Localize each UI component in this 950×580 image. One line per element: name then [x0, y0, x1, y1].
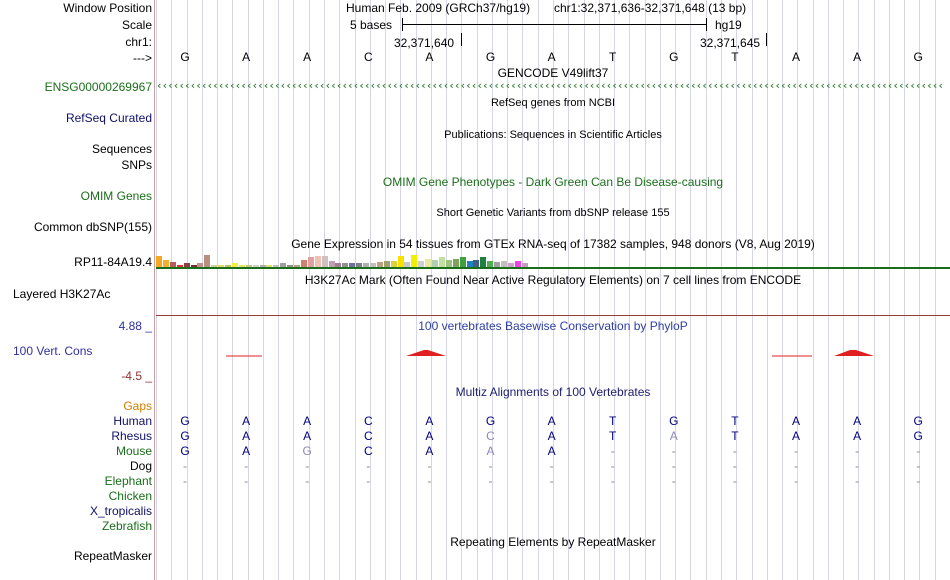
alignment-base-rhesus: A — [669, 429, 678, 443]
phylop-peak — [834, 350, 874, 356]
gtex-tissue-bar[interactable] — [163, 260, 169, 267]
alignment-base-human: A — [242, 414, 251, 428]
reference-base: A — [853, 50, 862, 64]
reference-base: A — [303, 50, 312, 64]
alignment-base-mouse: - — [732, 444, 737, 458]
alignment-base-elephant: - — [488, 474, 493, 488]
gtex-tissue-bar[interactable] — [411, 255, 417, 267]
scale-bar — [402, 24, 706, 25]
alignment-base-elephant: - — [794, 474, 798, 488]
species-zebrafish-label: Zebrafish — [101, 519, 152, 533]
alignment-base-rhesus: T — [731, 429, 739, 443]
alignment-base-dog: - — [488, 459, 493, 473]
alignment-base-human: C — [363, 414, 373, 428]
alignment-base-dog: - — [794, 459, 798, 473]
multiz-track-title: Multiz Alignments of 100 Vertebrates — [455, 385, 651, 399]
alignment-base-mouse: A — [425, 444, 434, 458]
ensg-gene-label[interactable]: ENSG00000269967 — [44, 80, 152, 94]
publications-track-title: Publications: Sequences in Scientific Articles — [444, 129, 662, 141]
coord-right-label: 32,371,645 — [700, 36, 761, 50]
alignment-base-mouse: C — [363, 444, 373, 458]
alignment-base-rhesus: A — [425, 429, 434, 443]
assembly-name: Human Feb. 2009 (GRCh37/hg19) — [346, 1, 531, 15]
alignment-base-dog: - — [366, 459, 371, 473]
reference-base: A — [547, 50, 556, 64]
scale-label: Scale — [121, 18, 152, 32]
alignment-base-rhesus: A — [242, 429, 251, 443]
alignment-base-elephant: - — [366, 474, 371, 488]
layered-h3k27ac-label[interactable]: Layered H3K27Ac — [13, 287, 111, 301]
reference-base: T — [609, 50, 617, 64]
gtex-tissue-bar[interactable] — [446, 260, 452, 267]
gtex-track-title: Gene Expression in 54 tissues from GTEx RNA-seq of 17382 samples, 948 donors (V8, Aug 2019) — [291, 237, 815, 251]
alignment-base-rhesus: A — [853, 429, 862, 443]
alignment-base-elephant: - — [427, 474, 432, 488]
gtex-tissue-bar[interactable] — [439, 257, 445, 267]
scale-db-label: hg19 — [715, 18, 742, 32]
alignment-base-human: A — [425, 414, 434, 428]
alignment-base-human: T — [609, 414, 617, 428]
alignment-base-dog: - — [427, 459, 432, 473]
gtex-baseline — [156, 267, 950, 269]
scale-bar-right-tick — [706, 18, 707, 31]
gtex-tissue-bar[interactable] — [301, 260, 307, 267]
alignment-base-rhesus: C — [363, 429, 373, 443]
alignment-base-human: A — [853, 414, 862, 428]
gtex-tissue-bar[interactable] — [308, 257, 314, 267]
phylop-track-title: 100 vertebrates Basewise Conservation by PhyloP — [418, 319, 688, 333]
track-divider — [154, 0, 155, 580]
alignment-base-human: G — [485, 414, 496, 428]
species-mouse-label: Mouse — [115, 444, 152, 458]
alignment-base-mouse: - — [794, 444, 798, 458]
alignment-base-elephant: - — [610, 474, 615, 488]
alignment-base-rhesus: T — [609, 429, 617, 443]
alignment-base-mouse: - — [855, 444, 860, 458]
alignment-base-mouse: - — [610, 444, 615, 458]
alignment-base-mouse: A — [242, 444, 251, 458]
alignment-base-elephant: - — [671, 474, 676, 488]
omim-genes-label[interactable]: OMIM Genes — [80, 189, 152, 203]
alignment-base-elephant: - — [183, 474, 187, 488]
alignment-base-elephant: - — [549, 474, 554, 488]
chr-label: chr1: — [125, 35, 152, 49]
alignment-base-elephant: - — [732, 474, 737, 488]
species-xtropicalis-label: X_tropicalis — [89, 504, 152, 518]
cons-axis-top: 4.88 _ — [118, 319, 152, 333]
scale-bar-label: 5 bases — [350, 18, 393, 32]
phylop-signal — [156, 345, 950, 365]
phylop-peak — [406, 350, 446, 356]
gtex-tissue-bar[interactable] — [432, 260, 438, 267]
alignment-base-human: G — [913, 414, 923, 428]
species-human-label: Human — [113, 414, 152, 428]
alignment-base-dog: - — [183, 459, 187, 473]
h3k27ac-track-title: H3K27Ac Mark (Often Found Near Active Regulatory Elements) on 7 cell lines from ENCODE — [304, 273, 802, 287]
reference-base: G — [180, 50, 190, 64]
reference-base: T — [731, 50, 739, 64]
rp11-gene-label[interactable]: RP11-84A19.4 — [74, 255, 152, 269]
alignment-base-elephant: - — [305, 474, 310, 488]
alignment-base-dog: - — [305, 459, 310, 473]
cons-axis-bottom: -4.5 _ — [121, 369, 152, 383]
coord-right-tick — [766, 33, 767, 46]
track-area[interactable] — [156, 0, 950, 580]
alignment-base-rhesus: C — [486, 429, 495, 443]
alignment-base-elephant: - — [244, 474, 249, 488]
alignment-base-dog: - — [732, 459, 737, 473]
alignment-base-elephant: - — [916, 474, 921, 488]
alignment-base-human: A — [791, 414, 800, 428]
reference-base: G — [485, 50, 496, 64]
species-elephant-label: Elephant — [104, 474, 152, 488]
repeatmasker-track-title: Repeating Elements by RepeatMasker — [450, 535, 656, 549]
gtex-tissue-bar[interactable] — [322, 256, 328, 267]
ensg-gene-model[interactable]: ‹‹‹‹‹‹‹‹‹‹‹‹‹‹‹‹‹‹‹‹‹‹‹‹‹‹‹‹‹‹‹‹‹‹‹‹‹‹‹‹‹‹‹‹‹‹‹‹‹‹‹‹‹‹‹‹‹‹‹‹‹‹‹‹‹‹‹‹‹‹‹‹‹‹‹‹‹‹‹‹‹‹‹‹‹‹‹‹‹‹‹‹‹‹‹‹‹‹‹‹‹‹‹‹‹‹‹‹‹‹‹‹‹‹‹‹‹‹‹‹‹‹‹‹‹‹‹‹‹‹‹‹‹‹‹‹‹‹‹‹ — [156, 79, 944, 92]
alignment-base-human: T — [731, 414, 739, 428]
alignment-base-rhesus: A — [303, 429, 312, 443]
gtex-tissue-bar[interactable] — [315, 256, 321, 267]
gtex-tissue-bar[interactable] — [425, 259, 431, 267]
reference-base: A — [791, 50, 800, 64]
coord-left-label: 32,371,640 — [394, 36, 455, 50]
reference-base: A — [425, 50, 434, 64]
reference-base: G — [669, 50, 679, 64]
sequences-label[interactable]: Sequences — [91, 142, 152, 156]
species-rhesus-label: Rhesus — [111, 429, 152, 443]
alignment-base-dog: - — [244, 459, 249, 473]
alignment-base-human: G — [180, 414, 190, 428]
alignment-base-mouse: G — [302, 444, 312, 458]
snps-label[interactable]: SNPs — [121, 158, 152, 172]
coord-left-tick — [461, 33, 462, 46]
alignment-base-rhesus: G — [913, 429, 923, 443]
alignment-base-dog: - — [855, 459, 860, 473]
alignment-base-human: A — [303, 414, 312, 428]
h3k27ac-signal-line — [156, 315, 950, 316]
gtex-tissue-bar[interactable] — [453, 259, 459, 267]
dbsnp-track-title: Short Genetic Variants from dbSNP release 155 — [436, 207, 670, 219]
alignment-base-human: G — [669, 414, 679, 428]
alignment-base-mouse: - — [916, 444, 921, 458]
species-chicken-label: Chicken — [108, 489, 152, 503]
reference-base: G — [913, 50, 923, 64]
species-dog-label: Dog — [129, 459, 152, 473]
gtex-tissue-bar[interactable] — [156, 256, 162, 267]
alignment-base-rhesus: A — [547, 429, 556, 443]
alignment-base-dog: - — [916, 459, 921, 473]
alignment-base-mouse: G — [180, 444, 190, 458]
window-position-label: Window Position — [63, 1, 152, 15]
alignment-base-rhesus: A — [791, 429, 800, 443]
alignment-base-mouse: A — [486, 444, 495, 458]
gencode-track-title: GENCODE V49lift37 — [497, 66, 609, 80]
strand-arrow-label: ---> — [133, 51, 152, 65]
gaps-label: Gaps — [123, 399, 152, 413]
alignment-base-dog: - — [610, 459, 615, 473]
alignment-base-rhesus: G — [180, 429, 190, 443]
alignment-base-elephant: - — [855, 474, 860, 488]
gtex-tissue-bar[interactable] — [460, 257, 466, 267]
reference-base: A — [242, 50, 251, 64]
alignment-base-mouse: - — [671, 444, 676, 458]
alignment-base-dog: - — [549, 459, 554, 473]
position-readout: chr1:32,371,636-32,371,648 (13 bp) — [554, 1, 747, 15]
refseq-curated-label[interactable]: RefSeq Curated — [65, 111, 152, 125]
gtex-tissue-bar[interactable] — [473, 260, 479, 267]
gtex-tissue-bar[interactable] — [204, 255, 210, 267]
refseq-track-title: RefSeq genes from NCBI — [490, 97, 616, 109]
alignment-base-mouse: A — [547, 444, 556, 458]
scale-bar-left-tick — [402, 18, 403, 31]
gtex-expression-bars[interactable] — [156, 252, 556, 268]
gtex-tissue-bar[interactable] — [480, 257, 486, 267]
repeatmasker-label[interactable]: RepeatMasker — [73, 549, 152, 563]
omim-track-title: OMIM Gene Phenotypes - Dark Green Can Be Disease-causing — [382, 175, 724, 189]
alignment-base-dog: - — [671, 459, 676, 473]
common-dbsnp-label[interactable]: Common dbSNP(155) — [33, 220, 152, 234]
reference-base: C — [363, 50, 373, 64]
alignment-base-human: A — [547, 414, 556, 428]
vert-cons-label[interactable]: 100 Vert. Cons — [13, 344, 93, 358]
